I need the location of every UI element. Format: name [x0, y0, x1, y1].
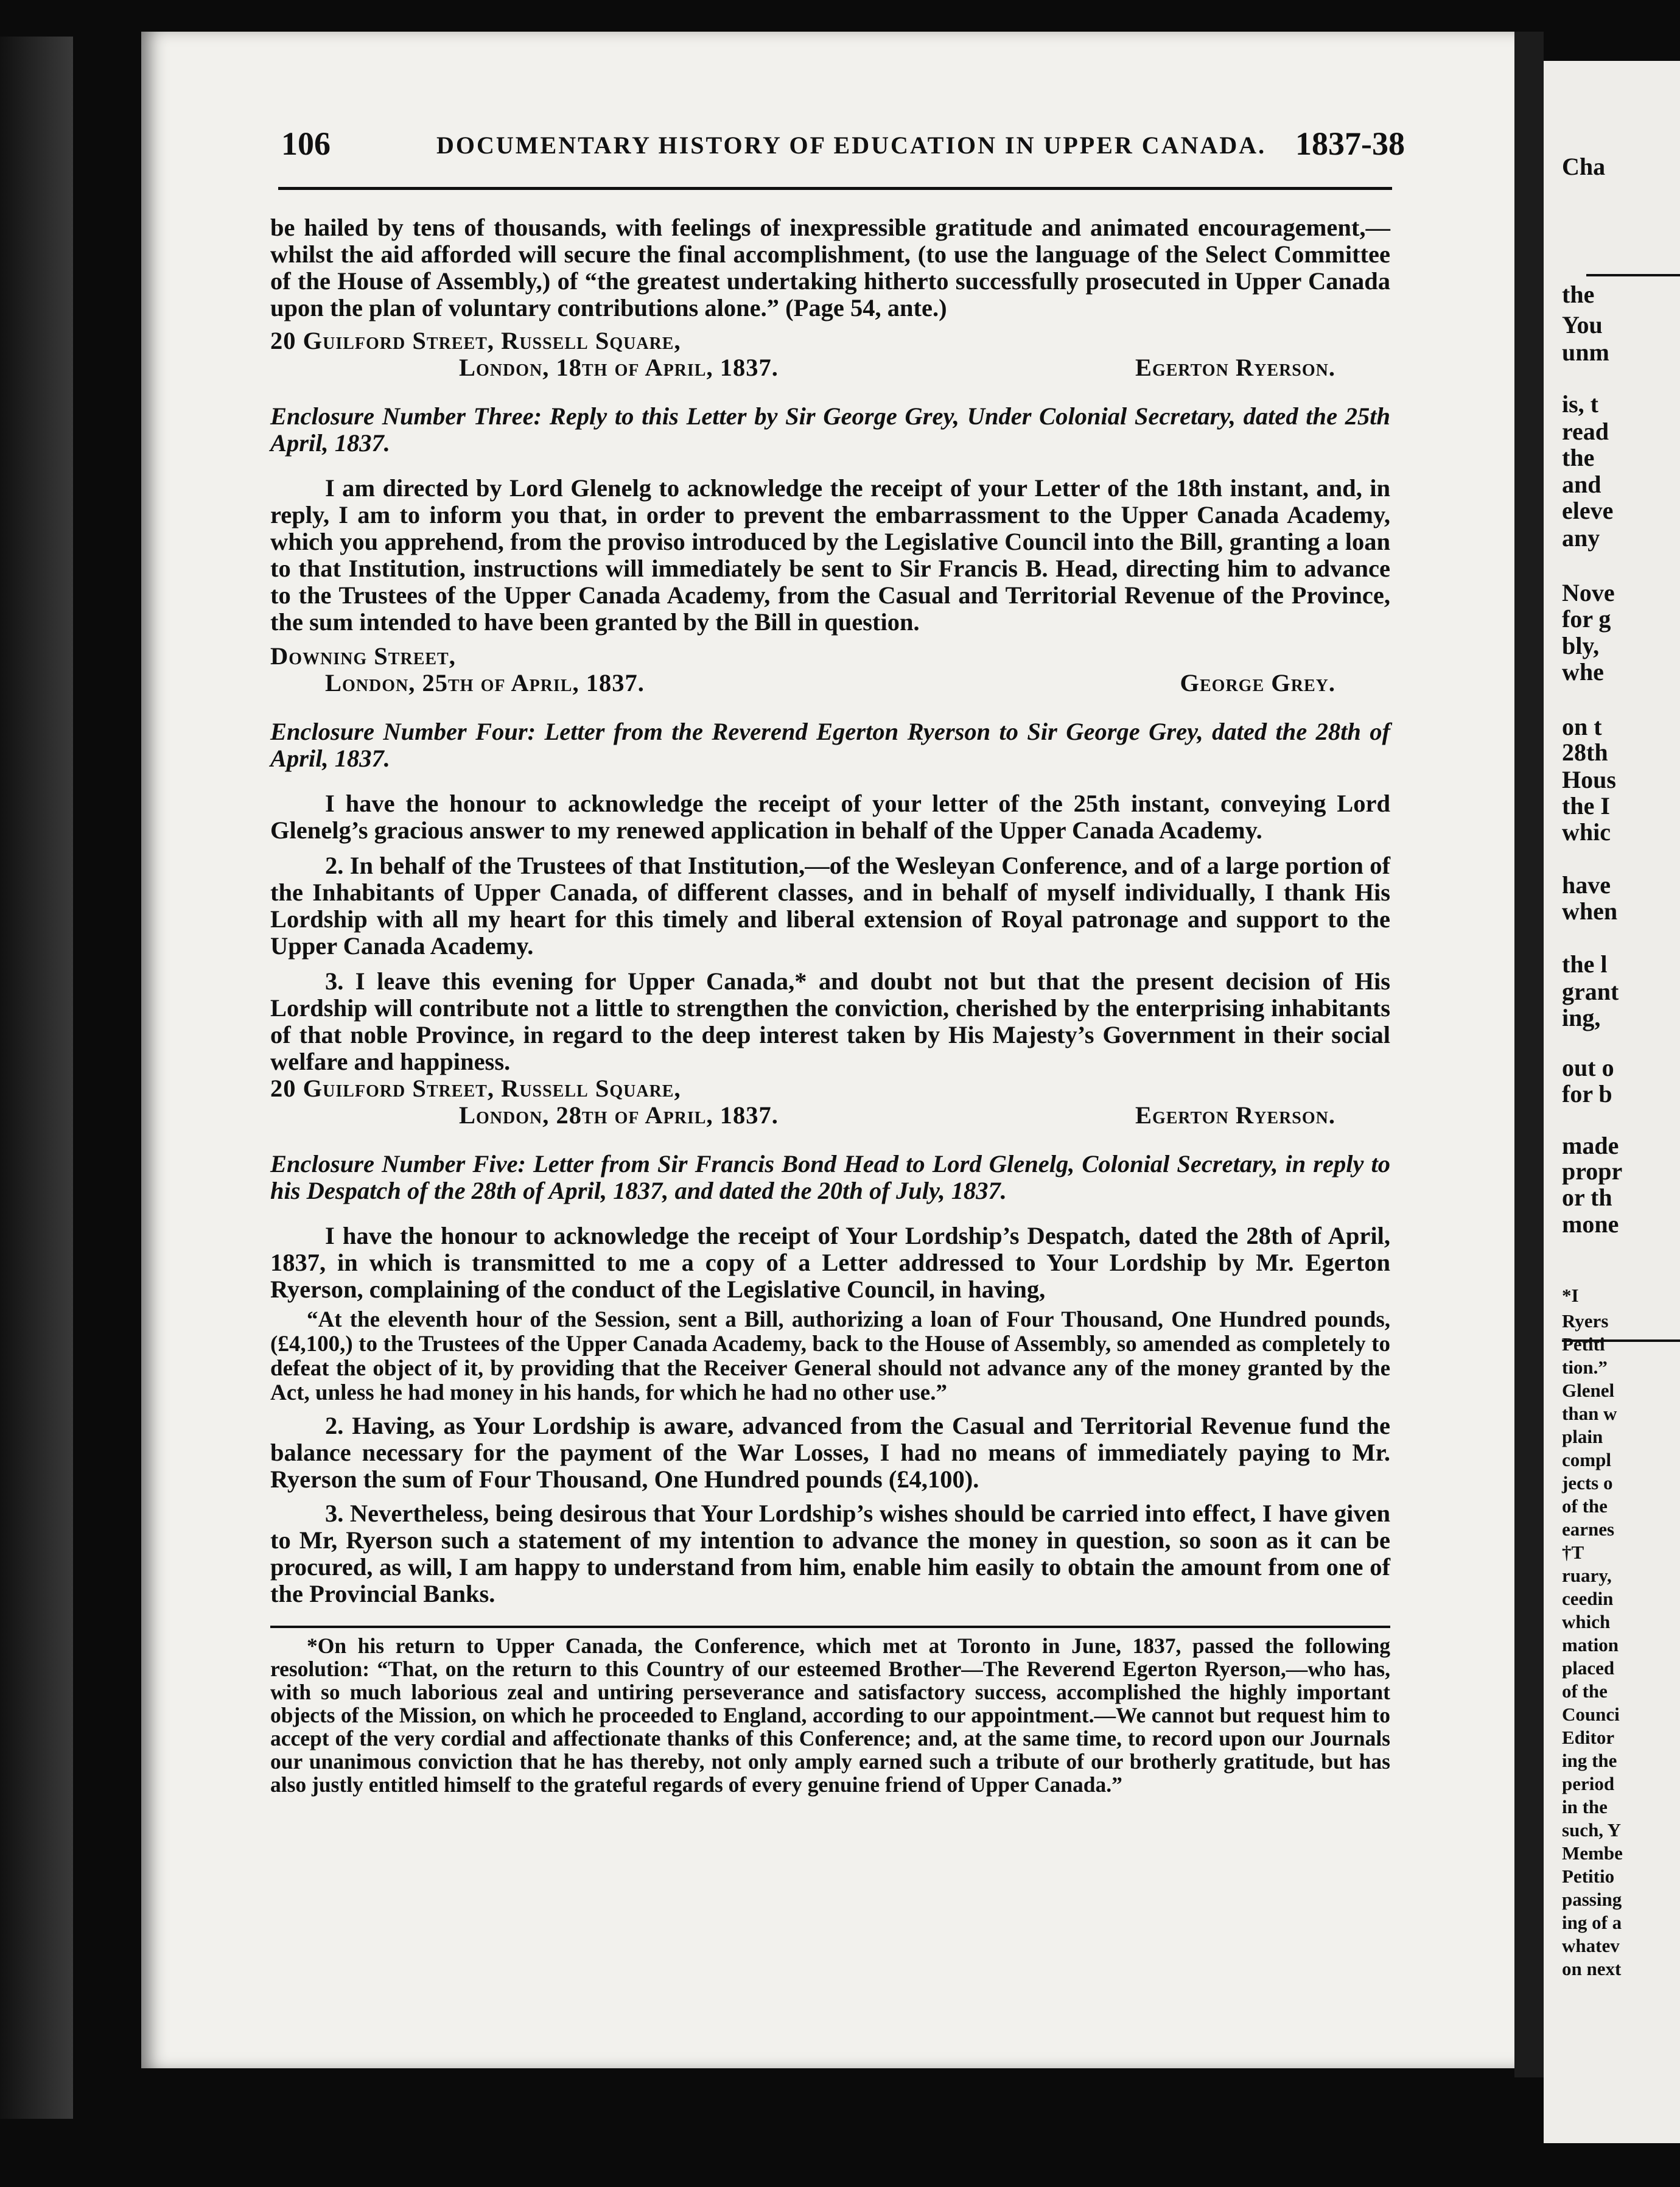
adjacent-line-fragment: earnes	[1562, 1518, 1615, 1540]
adjacent-line-fragment: of the	[1562, 1495, 1608, 1517]
adjacent-line-fragment: Glenel	[1562, 1380, 1615, 1401]
adjacent-line-fragment: compl	[1562, 1449, 1611, 1470]
paragraph-grey-reply: I am directed by Lord Glenelg to acknowledge the receipt of your Letter of the 18th instant, and, in reply, I am to inform you that, in order to prevent the embarrassment to the Upper Canada Academy, which you apprehend, from the proviso introduced by the Legislative Council into the Bill, granting a loan to that Institution, instructions will immediately be sent to Sir Francis B. Head, directing him to advance to the Trustees of the Upper Canada Academy, from the Casual and Territorial Revenue of the Province, the sum intended to have been granted by the Bill in question.	[270, 474, 1390, 636]
adjacent-line-fragment: ruary,	[1562, 1565, 1612, 1586]
signature-1: Egerton Ryerson.	[1135, 354, 1335, 381]
adjacent-line-fragment: plain	[1562, 1426, 1603, 1447]
paragraph-intro: be hailed by tens of thousands, with feelings of inexpressible gratitude and animated encouragement,—whilst the aid afforded will secure the final accomplishment, (to use the language of the Select Committee of the House of Assembly,) of “the greatest undertaking hitherto successfully prosecuted in Upper Canada upon the plan of voluntary contributions alone.” (Page 54, ante.)	[270, 214, 1390, 321]
adjacent-line-fragment: period	[1562, 1773, 1615, 1794]
adjacent-line-fragment: the I	[1562, 792, 1610, 820]
adjacent-line-fragment: than w	[1562, 1403, 1617, 1424]
page-text	[270, 214, 1390, 1796]
enclosure-5-heading: Enclosure Number Five: Letter from Sir Francis Bond Head to Lord Glenelg, Colonial Secretary, in reply to his Despatch of the 28th of April, 1837, and dated the 20th of July, 1837.	[270, 1150, 1390, 1204]
adjacent-line-fragment: passing	[1562, 1889, 1622, 1910]
adjacent-line-fragment: ceedin	[1562, 1588, 1614, 1609]
adjacent-line-fragment: jects o	[1562, 1472, 1613, 1494]
quoted-passage: “At the eleventh hour of the Session, sent a Bill, authorizing a loan of Four Thousand, One Hundred pounds, (£4,100,) to the Trustees of the Upper Canada Academy, back to the House of Assembly, so amended as completely to defeat the object of it, by providing that the Receiver General should not advance any of the money granted by the Act, unless he had money in his hands, for which he had no other use.”	[270, 1307, 1390, 1405]
footnote-rule	[270, 1626, 1390, 1628]
adjacent-line-fragment: is, t	[1562, 390, 1598, 418]
address-1-line2: London, 18th of April, 1837.	[459, 354, 779, 381]
signature-2: George Grey.	[1180, 669, 1335, 697]
adjacent-line-fragment: such, Y	[1562, 1819, 1622, 1841]
adjacent-line-fragment: on t	[1562, 713, 1602, 740]
adjacent-line-fragment: out o	[1562, 1054, 1614, 1081]
adjacent-line-fragment: Membe	[1562, 1842, 1623, 1864]
adjacent-header-rule	[1586, 274, 1680, 276]
adjacent-line-fragment: Hous	[1562, 766, 1616, 793]
adjacent-line-fragment: whe	[1562, 658, 1604, 686]
adjacent-line-fragment: †T	[1562, 1542, 1584, 1563]
adjacent-line-fragment: the	[1562, 281, 1595, 308]
adjacent-page-fragment	[1544, 61, 1680, 2143]
adjacent-line-fragment: grant	[1562, 978, 1619, 1005]
adjacent-line-fragment: *I	[1562, 1285, 1579, 1306]
adjacent-line-fragment: which	[1562, 1611, 1611, 1632]
adjacent-line-fragment: ing,	[1562, 1004, 1601, 1031]
adjacent-line-fragment: for b	[1562, 1080, 1612, 1108]
adjacent-line-fragment: ing of a	[1562, 1912, 1622, 1933]
adjacent-line-fragment: of the	[1562, 1680, 1608, 1702]
address-2-line2: London, 25th of April, 1837.	[325, 669, 645, 697]
adjacent-line-fragment: whatev	[1562, 1935, 1620, 1956]
adjacent-line-fragment: 28th	[1562, 739, 1608, 766]
adjacent-line-fragment: bly,	[1562, 632, 1600, 659]
adjacent-line-fragment: or th	[1562, 1184, 1612, 1211]
adjacent-line-fragment: and	[1562, 471, 1601, 498]
adjacent-line-fragment: Cha	[1562, 153, 1606, 180]
enclosure-4-heading: Enclosure Number Four: Letter from the Reverend Egerton Ryerson to Sir George Grey, dated the 28th of April, 1837.	[270, 718, 1390, 772]
adjacent-line-fragment: have	[1562, 871, 1611, 899]
adjacent-line-fragment: Ryers	[1562, 1310, 1609, 1332]
address-3-line1: 20 Guilford Street, Russell Square,	[270, 1075, 681, 1102]
adjacent-line-fragment: ing the	[1562, 1750, 1617, 1771]
adjacent-line-fragment: placed	[1562, 1657, 1615, 1679]
adjacent-line-fragment: on next	[1562, 1958, 1622, 1979]
header-rule	[278, 187, 1392, 190]
paragraph-ryerson-2: 2. In behalf of the Trustees of that Institution,—of the Wesleyan Conference, and of a large portion of the Inhabitants of Upper Canada, of different classes, and in behalf of myself individually, I thank His Lordship with all my heart for this timely and liberal extension of Royal patronage and support to the Upper Canada Academy.	[270, 852, 1390, 960]
adjacent-line-fragment: eleve	[1562, 497, 1614, 524]
adjacent-line-fragment: Petiti	[1562, 1333, 1605, 1355]
paragraph-head-2: 2. Having, as Your Lordship is aware, advanced from the Casual and Territorial Revenue fund the balance necessary for the payment of the War Losses, I had no means of immediately paying to Mr. Ryerson the sum of Four Thousand, One Hundred pounds (£4,100).	[270, 1412, 1390, 1493]
adjacent-line-fragment: mation	[1562, 1634, 1619, 1655]
signature-3: Egerton Ryerson.	[1135, 1101, 1335, 1129]
adjacent-line-fragment: the l	[1562, 950, 1608, 978]
paragraph-ryerson-3: 3. I leave this evening for Upper Canada,* and doubt not but that the present decision of His Lordship will contribute not a little to strengthen the conviction, cherished by the enterprising inhabitants of that noble Province, in regard to the deep interest taken by His Majesty’s Government in their social welfare and happiness.	[270, 967, 1390, 1075]
adjacent-line-fragment: Counci	[1562, 1704, 1620, 1725]
adjacent-line-fragment: mone	[1562, 1210, 1619, 1238]
running-header	[281, 125, 1405, 180]
footnote: *On his return to Upper Canada, the Conference, which met at Toronto in June, 1837, passed the following resolution: “That, on the return to this Country of our esteemed Brother—The Reverend Egerton Ryerson,—who has, with so much laborious zeal and untiring perseverance and satisfactory success, accomplished the highly important objects of the Mission, on which he proceeded to England, according to our appointment.—We cannot but request him to accept of the very cordial and affectionate thanks of this Conference; and, at the same time, to record upon our Journals our unanimous conviction that he has thereby, not only amply earned such a tribute of our brotherly gratitude, but has also justly entitled himself to the grateful regards of every genuine friend of Upper Canada.”	[270, 1634, 1390, 1797]
adjacent-line-fragment: Nove	[1562, 579, 1615, 606]
adjacent-line-fragment: You	[1562, 311, 1603, 339]
book-gutter	[1514, 32, 1544, 2077]
header-years: 1837-38	[1295, 125, 1405, 162]
adjacent-line-fragment: Editor	[1562, 1727, 1615, 1748]
paragraph-head-3: 3. Nevertheless, being desirous that Your Lordship’s wishes should be carried into effect, I have given to Mr, Ryerson such a statement of my intention to advance the money in question, so soon as it can be procured, as will, I am happy to understand from him, enable him easily to obtain the amount from one of the Provincial Banks.	[270, 1500, 1390, 1607]
adjacent-line-fragment: propr	[1562, 1157, 1623, 1185]
address-3-line2: London, 28th of April, 1837.	[459, 1101, 779, 1129]
book-edge-shadow	[0, 37, 73, 2119]
adjacent-line-fragment: read	[1562, 418, 1609, 445]
adjacent-line-fragment: Petitio	[1562, 1866, 1615, 1887]
adjacent-line-fragment: any	[1562, 524, 1600, 552]
adjacent-line-fragment: when	[1562, 897, 1618, 925]
address-1-line1: 20 Guilford Street, Russell Square,	[270, 327, 681, 354]
adjacent-line-fragment: unm	[1562, 339, 1609, 366]
adjacent-line-fragment: in the	[1562, 1796, 1608, 1817]
adjacent-line-fragment: made	[1562, 1132, 1619, 1159]
paragraph-head-1: I have the honour to acknowledge the receipt of Your Lordship’s Despatch, dated the 28th of April, 1837, in which is transmitted to me a copy of a Letter addressed to Your Lordship by Mr. Egerton Ryerson, complaining of the conduct of the Legislative Council, in having,	[270, 1222, 1390, 1303]
adjacent-line-fragment: tion.”	[1562, 1357, 1608, 1378]
page-number: 106	[281, 125, 331, 162]
page-106	[141, 32, 1514, 2068]
enclosure-3-heading: Enclosure Number Three: Reply to this Letter by Sir George Grey, Under Colonial Secretary, dated the 25th April, 1837.	[270, 402, 1390, 457]
address-2-line1: Downing Street,	[270, 642, 456, 670]
adjacent-line-fragment: whic	[1562, 818, 1611, 846]
running-title: DOCUMENTARY HISTORY OF EDUCATION IN UPPER CANADA.	[436, 132, 1267, 159]
paragraph-ryerson-1: I have the honour to acknowledge the receipt of your letter of the 25th instant, conveying Lord Glenelg’s gracious answer to my renewed application in behalf of the Upper Canada Academy.	[270, 790, 1390, 844]
adjacent-line-fragment: for g	[1562, 605, 1611, 633]
adjacent-line-fragment: the	[1562, 444, 1595, 471]
